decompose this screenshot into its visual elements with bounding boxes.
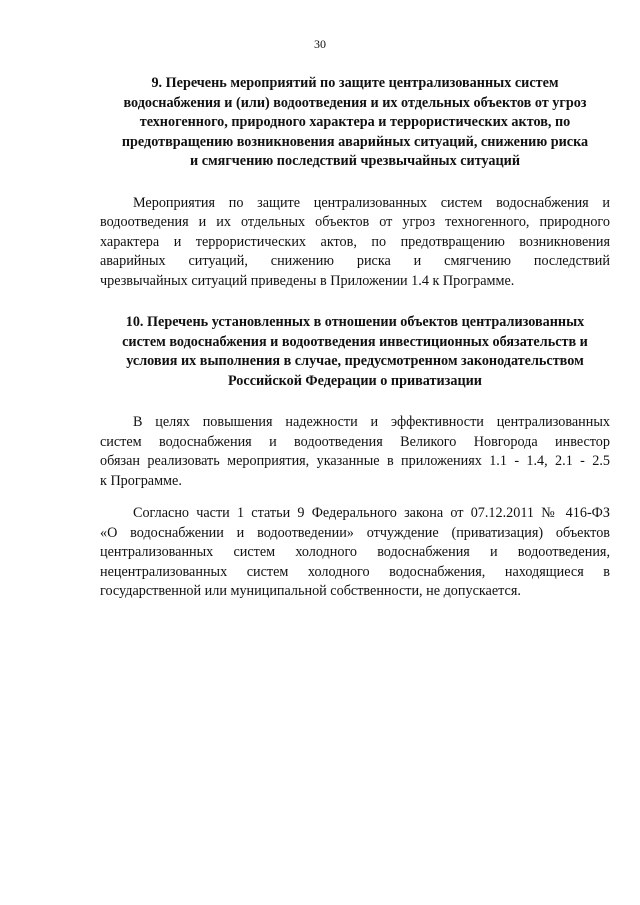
paragraph-line: В целях повышения надежности и эффективности централизованных [133,414,610,430]
paragraph-line: аварийных ситуаций, снижению риска и смягчению последствий [100,253,610,269]
page-number: 30 [314,37,326,51]
section-10-heading [100,313,610,391]
paragraph-line: характера и террористических актов, по предотвращению возникновения [100,233,610,250]
paragraph-line: нецентрализованных систем холодного водоснабжения, находящиеся в [100,563,610,580]
paragraph-line: Согласно части 1 статьи 9 Федерального закона от 07.12.2011 № 416-ФЗ [133,505,610,521]
heading-line: техногенного, природного характера и террористических актов, по [139,114,571,130]
section-10-paragraph-2 [100,504,610,602]
document-body [100,74,610,602]
paragraph-line: Мероприятия по защите централизованных систем водоснабжения и [133,194,610,211]
section-9-paragraph [100,194,610,292]
section-10-paragraph-1 [100,413,610,491]
paragraph-line: водоотведения и их отдельных объектов от угроз техногенного, природного [100,214,610,230]
section-9-heading [100,74,610,172]
paragraph-line: централизованных систем холодного водоснабжения и водоотведения, [100,544,610,560]
heading-line: и смягчению последствий чрезвычайных ситуаций [189,153,521,169]
heading-line: 9. Перечень мероприятий по защите централизованных систем [151,75,559,91]
heading-line: 10. Перечень установленных в отношении объектов централизованных [125,314,585,330]
paragraph-line: государственной или муниципальной собственности, не допускается. [100,583,521,599]
paragraph-line: систем водоснабжения и водоотведения Великого Новгорода инвестор [100,433,610,450]
paragraph-line: обязан реализовать мероприятия, указанные в приложениях 1.1 - 1.4, 2.1 - 2.5 [100,453,610,469]
paragraph-line: «О водоснабжении и водоотведении» отчуждение (приватизация) объектов [100,524,610,541]
heading-line: водоснабжения и (или) водоотведения и их отдельных объектов от угроз [123,94,587,111]
heading-line: систем водоснабжения и водоотведения инвестиционных обязательств и [122,333,588,350]
heading-line: условия их выполнения в случае, предусмотренном законодательством [126,353,584,369]
heading-line: Российской Федерации о приватизации [227,372,482,389]
heading-line: предотвращению возникновения аварийных ситуаций, снижению риска [121,133,589,150]
paragraph-line: к Программе. [100,472,182,489]
paragraph-line: чрезвычайных ситуаций приведены в Приложении 1.4 к Программе. [100,272,515,289]
